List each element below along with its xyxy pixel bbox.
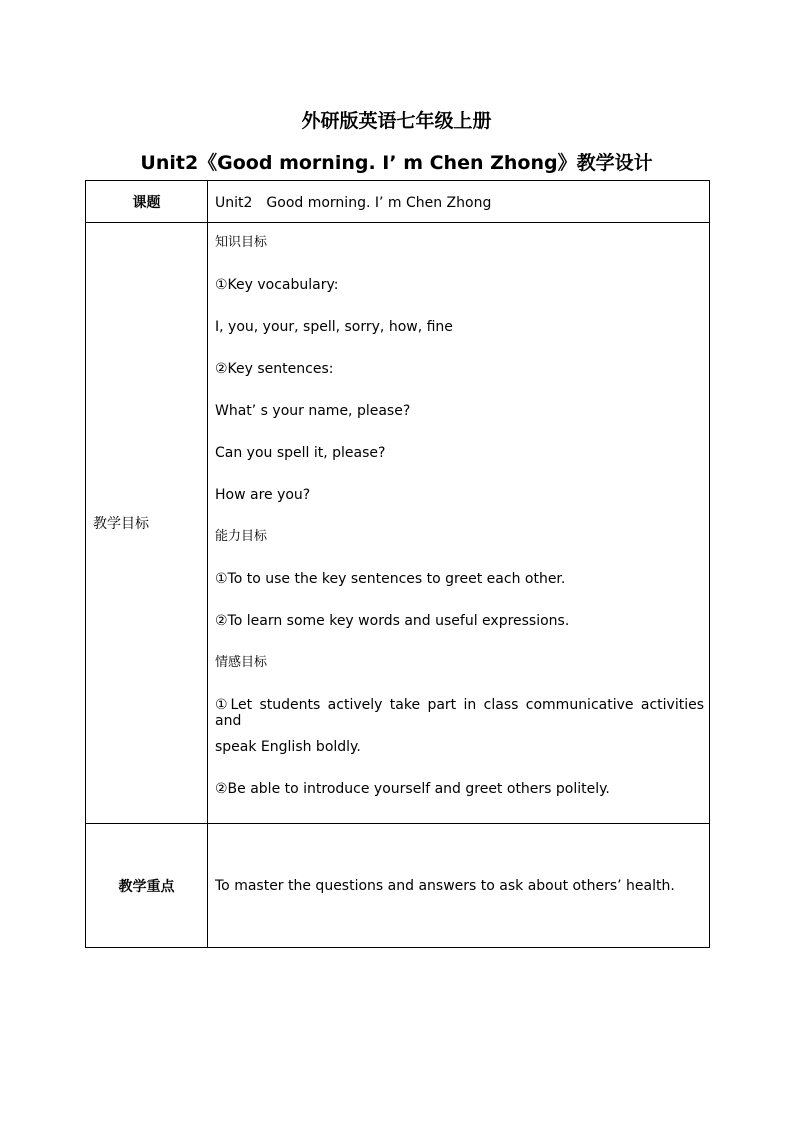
goals-line: ①Key vocabulary: xyxy=(215,277,339,293)
goals-line: 知识目标 xyxy=(215,235,268,250)
goals-line: What’ s your name, please? xyxy=(215,403,411,419)
table-row-focus xyxy=(86,824,710,948)
topic-value: Unit2 Good morning. I’ m Chen Zhong xyxy=(208,181,710,223)
goals-line: ①Let students actively take part in class communicative activities and xyxy=(215,697,704,729)
goals-line: speak English boldly. xyxy=(215,739,361,755)
goals-line: ②Key sentences: xyxy=(215,361,334,377)
focus-value: To master the questions and answers to ask about others’ health. xyxy=(208,824,710,948)
lesson-plan-table xyxy=(85,180,710,948)
goals-line: ①To to use the key sentences to greet each other. xyxy=(215,571,566,587)
goals-line: 能力目标 xyxy=(215,529,268,544)
table-row-topic xyxy=(86,181,710,223)
document-subtitle: Unit2《Good morning. I’ m Chen Zhong》教学设计 xyxy=(140,152,653,174)
goals-line: ②To learn some key words and useful expressions. xyxy=(215,613,570,629)
focus-label: 教学重点 xyxy=(86,824,208,948)
goals-line: How are you? xyxy=(215,487,311,503)
goals-line: Can you spell it, please? xyxy=(215,445,386,461)
goals-content xyxy=(208,223,710,824)
goals-label: 教学目标 xyxy=(86,223,208,824)
document-title: 外研版英语七年级上册 xyxy=(301,110,492,132)
goals-line: I, you, your, spell, sorry, how, fine xyxy=(215,319,453,335)
goals-line: 情感目标 xyxy=(215,655,268,670)
topic-label: 课题 xyxy=(86,181,208,223)
goals-line: ②Be able to introduce yourself and greet others politely. xyxy=(215,781,610,797)
table-row-goals xyxy=(86,223,710,824)
